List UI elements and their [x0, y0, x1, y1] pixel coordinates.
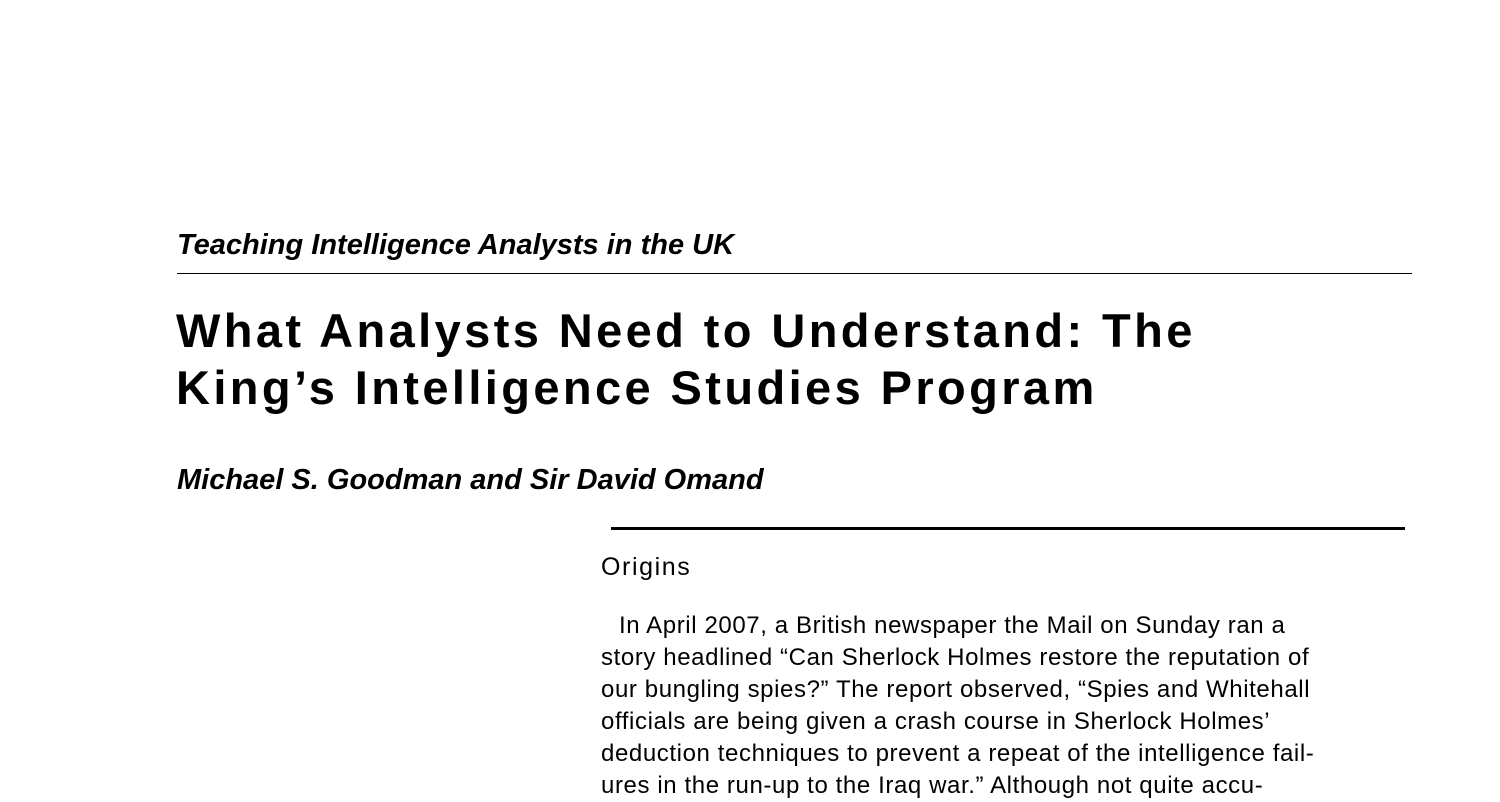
body-line: our bungling spies?” The report observed, “Spies and Whitehall: [601, 676, 1311, 703]
article-title: [176, 302, 1406, 416]
section-heading: Origins: [601, 553, 692, 581]
body-paragraph: [601, 610, 1401, 802]
body-line: officials are being given a crash course in Sherlock Holmes’: [601, 708, 1271, 735]
article-authors: Michael S. Goodman and Sir David Omand: [177, 464, 764, 496]
section-rule: [611, 527, 1405, 530]
running-head-rule: [177, 273, 1412, 274]
running-head: Teaching Intelligence Analysts in the UK: [177, 229, 735, 261]
body-line: ures in the run-up to the Iraq war.” Although not quite accu-: [601, 772, 1264, 799]
body-line: In April 2007, a British newspaper the Mail on Sunday ran a: [619, 612, 1286, 639]
article-title-line: What Analysts Need to Understand: The: [176, 304, 1196, 357]
body-line: deduction techniques to prevent a repeat of the intelligence fail-: [601, 740, 1315, 767]
body-line: story headlined “Can Sherlock Holmes restore the reputation of: [601, 644, 1310, 671]
article-title-line: King’s Intelligence Studies Program: [176, 361, 1098, 414]
